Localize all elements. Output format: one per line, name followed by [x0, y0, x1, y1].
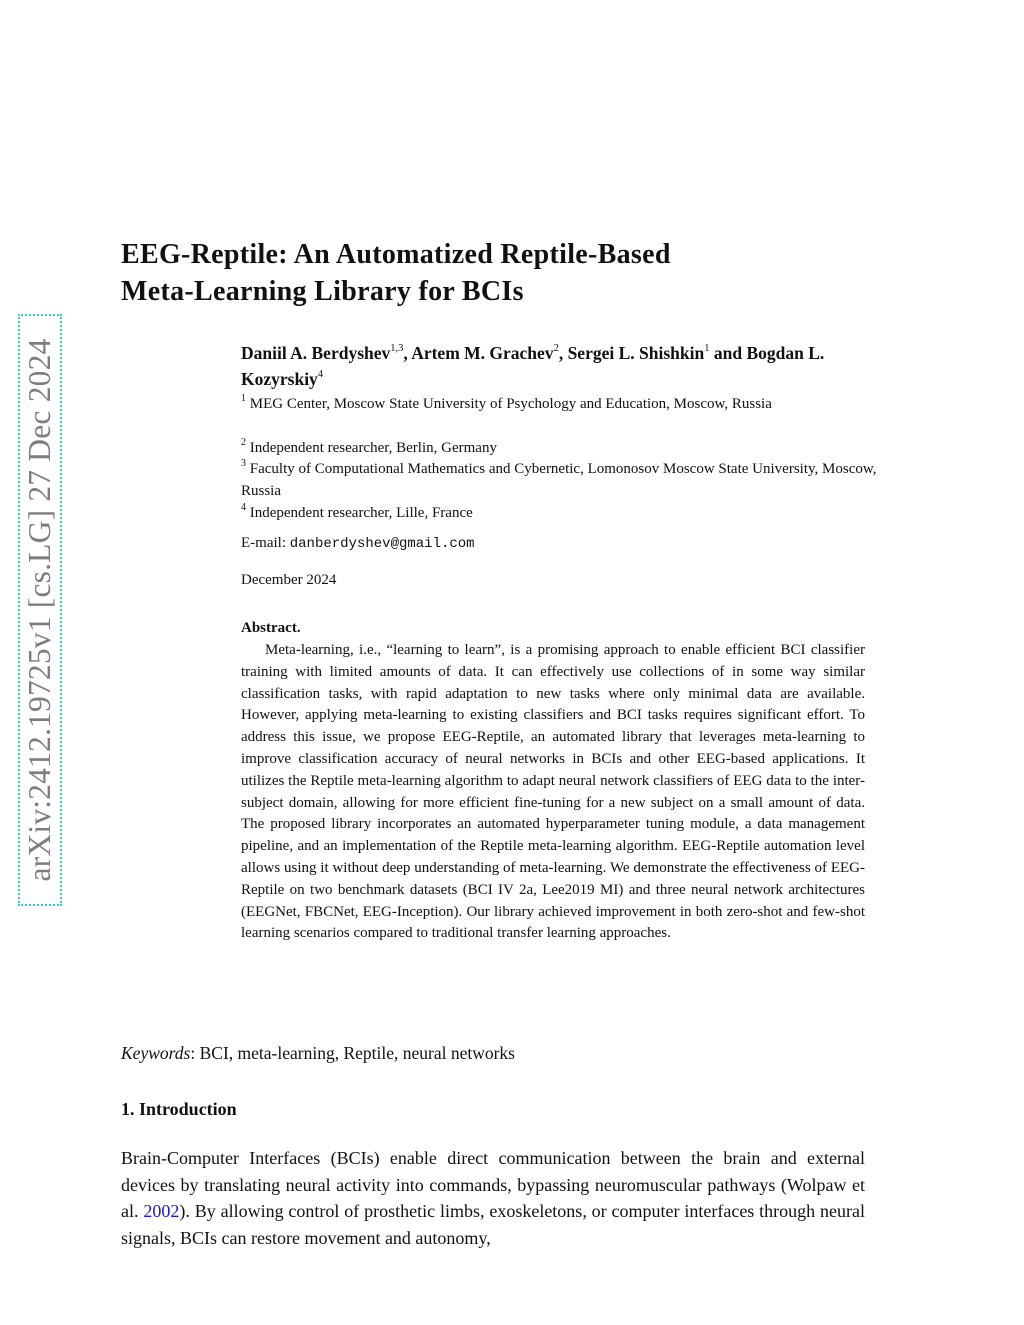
paper-title — [121, 236, 881, 310]
author-name: Daniil A. Berdyshev — [241, 343, 391, 363]
affiliation-text: MEG Center, Moscow State University of Psychology and Education, Moscow, Russia — [249, 396, 772, 412]
affiliation-text: Independent researcher, Berlin, Germany — [249, 440, 497, 456]
author-name: Artem M. Grachev — [411, 343, 554, 363]
keywords-line — [121, 1043, 515, 1064]
affiliation-2 — [241, 438, 881, 460]
affiliation-text: Independent researcher, Lille, France — [249, 505, 473, 521]
author-affiliation-mark: 4 — [317, 369, 324, 381]
abstract-heading: Abstract. — [241, 620, 301, 636]
arxiv-identifier-stamp[interactable] — [18, 314, 62, 906]
contact-email — [241, 535, 475, 552]
affiliation-text: Faculty of Computational Mathematics and Cybernetic, Lomonosov Moscow State University, Moscow, Russia — [241, 461, 877, 499]
affiliation-1 — [241, 394, 881, 416]
section-heading-introduction: 1. Introduction — [121, 1099, 237, 1119]
author-affiliation-mark: 2 — [553, 343, 559, 355]
arxiv-id-text: arXiv:2412.19725v1 [cs.LG] 27 Dec 2024 — [22, 338, 57, 882]
affiliation-3 — [241, 459, 881, 502]
affiliation-number: 3 — [241, 458, 246, 469]
affiliation-number: 4 — [241, 502, 246, 513]
author-affiliation-mark: 1 — [704, 343, 710, 355]
abstract-text: Meta-learning, i.e., “learning to learn”, is a promising approach to enable efficient BCI classifier training with limited amounts of data. It can effectively use collections of in some way similar classification tasks, with rapid adaptation to new tasks where only minimal data are available. However, applying meta-learning to existing classifiers and BCI tasks requires significant effort. To address this issue, we propose EEG-Reptile, an automated library that leverages meta-learning to improve classification accuracy of neural networks in BCIs and other EEG-based applications. It utilizes the Reptile meta-learning algorithm to adapt neural network classifiers of EEG data to the inter-subject domain, allowing for more efficient fine-tuning for a new subject on a small amount of data. The proposed library incorporates an automated hyperparameter tuning module, a data management pipeline, and an implementation of the Reptile meta-learning algorithm. EEG-Reptile automation level allows using it without deep understanding of meta-learning. We demonstrate the effectiveness of EEG-Reptile on two benchmark datasets (BCI IV 2a, Lee2019 MI) and three neural network architectures (EEGNet, FBCNet, EEG-Inception). Our library achieved improvement in both zero-shot and few-shot learning scenarios compared to traditional transfer learning approaches. — [241, 642, 865, 942]
keywords-list: : BCI, meta-learning, Reptile, neural networks — [190, 1043, 515, 1063]
author-conjunction: and — [713, 343, 743, 363]
author-name: Sergei L. Shishkin — [567, 343, 705, 363]
keywords-label: Keywords — [121, 1043, 191, 1063]
email-address-link[interactable]: danberdyshev@gmail.com — [289, 536, 475, 552]
title-line-2: Meta-Learning Library for BCIs — [121, 276, 524, 307]
intro-text-part-2: ). By allowing control of prosthetic limbs, exoskeletons, or computer interfaces through neural signals, BCIs can restore movement and autonomy, — [121, 1201, 865, 1248]
affiliation-number: 1 — [241, 393, 246, 404]
affiliation-4 — [241, 503, 881, 525]
introduction-paragraph — [121, 1145, 865, 1251]
intro-text-part-1: Brain-Computer Interfaces (BCIs) enable direct communication between the brain and external devices by translating neural activity into commands, bypassing neuromuscular pathways (Wolpaw et al. — [121, 1148, 865, 1221]
publication-date: December 2024 — [241, 572, 337, 588]
affiliation-number: 2 — [241, 437, 246, 448]
citation-link[interactable]: 2002 — [143, 1201, 180, 1221]
author-affiliation-mark: 1,3 — [390, 343, 404, 355]
author-list: Daniil A. Berdyshev$^{1,3}$, Artem M. Grachev$^2$, Sergei L. Shishkin$^1$ and Bogdan L. Kozyrskiy$^4$ — [241, 343, 825, 389]
email-label: E-mail: — [241, 535, 286, 551]
title-line-1: EEG-Reptile: An Automatized Reptile-Based — [121, 239, 671, 270]
author-name: Bogdan L. Kozyrskiy — [241, 343, 825, 389]
